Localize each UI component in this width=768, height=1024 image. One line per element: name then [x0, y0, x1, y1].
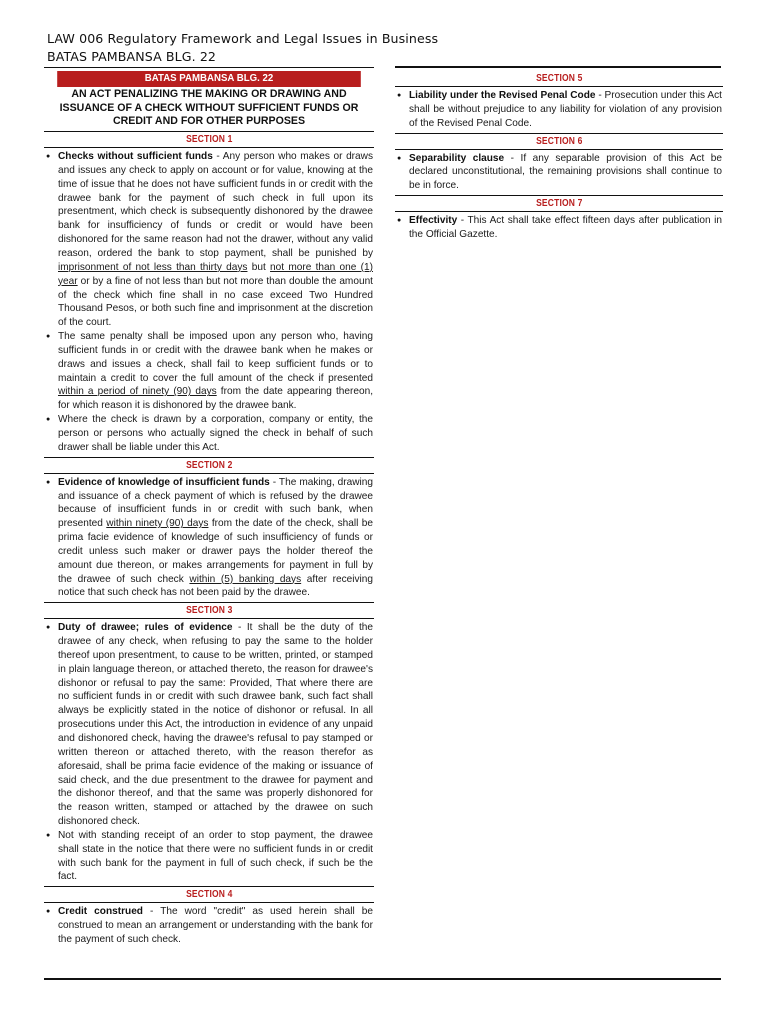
bottom-rule [44, 978, 721, 980]
list-item: ● Evidence of knowledge of insufficient funds - The making, drawing and issuance of a check payment of which is refused by the drawee because of insufficient funds in or credit with such bank, when presented within ninety (90) days from the date of the check, shall be prima facie evidence of knowledge of such insufficiency of funds or credit unless such maker or drawer pays the holder thereof the amount due thereon, or makes arrangements for payment in full by the drawee of such check within (5) banking days after receiving notice that such check has not been paid by the drawee. [44, 476, 373, 601]
section-2-heading: SECTION 2 [44, 457, 374, 474]
section-6-list [395, 150, 723, 196]
document-header [47, 30, 727, 66]
list-item: ● Effectivity - This Act shall take effect fifteen days after publication in the Official Gazette. [395, 214, 722, 242]
underlined-text: imprisonment of not less than thirty days [58, 261, 248, 273]
list-item: ● Checks without sufficient funds - Any person who makes or draws and issues any check to apply on account or for value, knowing at the time of issue that he does not have sufficient funds in or credit with the drawee bank for the payment of such check in full upon its presentment, which check is subsequently dishonored by the drawee bank for insufficiency of funds or credit or would have been dishonored for the same reason had not the drawer, without any valid reason, ordered the bank to stop payment, shall be punished by imprisonment of not less than thirty days but not more than one (1) year or by a fine of not less than but not more than double the amount of the check which fine shall in no case exceed Two Hundred Thousand Pesos, or both such fine and imprisonment at the discretion of the court. [44, 150, 373, 330]
underlined-text: not more than one (1) year [58, 261, 373, 287]
list-item: ● Not with standing receipt of an order to stop payment, the drawee shall state in the notice that there were no sufficient funds in or credit with such bank for the payment in full of such check, if such be the fact. [44, 829, 373, 884]
list-item: ● Where the check is drawn by a corporation, company or entity, the person or persons who actually signed the check in behalf of such drawer shall be liable under this Act. [44, 413, 373, 455]
section-5-list [395, 87, 723, 133]
term: Separability clause [409, 152, 505, 164]
section-3-list [44, 619, 374, 886]
section-4-heading: SECTION 4 [44, 886, 374, 903]
term: Effectivity [409, 215, 458, 227]
law-banner: BATAS PAMBANSA BLG. 22 [57, 71, 361, 87]
section-7-list [395, 212, 723, 244]
left-column [44, 71, 374, 949]
list-item: ● Duty of drawee; rules of evidence - It shall be the duty of the drawee of any check, when refusing to pay the same to the holder thereof upon presentment, to cause to be written, printed, or stamped in plain language thereon, or attached thereto, the reason for drawee's dishonor or refusal to pay the same: Provided, That where there are no sufficient funds in or credit with such drawee bank, such fact shall always be explicitly stated in the notice of dishonor or refusal. In all prosecutions under this Act, the introduction in evidence of any unpaid and dishonored check, having the drawee's refusal to pay stamped or written thereon or attached thereto, with the reason therefor as aforesaid, shall be prima facie evidence of the making or issuance of said check, and the due presentment to the drawee for payment and the dishonor thereof, and that the same was properly dishonored for the reason written, stamped or attached by the drawee on such dishonored check. [44, 621, 373, 829]
top-rule-right [395, 66, 721, 68]
term: Credit construed [58, 906, 143, 918]
section-1-list [44, 148, 374, 457]
list-item: ● Credit construed - The word "credit" as used herein shall be construed to mean an arrangement or understanding with the bank for the payment of such check. [44, 905, 373, 947]
top-rule-left [44, 67, 374, 68]
course-title: LAW 006 Regulatory Framework and Legal Issues in Business [47, 31, 439, 46]
section-5-heading: SECTION 5 [395, 71, 723, 87]
act-title: AN ACT PENALIZING THE MAKING OR DRAWING AND ISSUANCE OF A CHECK WITHOUT SUFFICIENT FUNDS OR CREDIT AND FOR OTHER PURPOSES [59, 88, 359, 128]
topic-title: BATAS PAMBANSA BLG. 22 [47, 49, 217, 64]
section-6-heading: SECTION 6 [395, 133, 723, 150]
term: Liability under the Revised Penal Code [409, 90, 596, 101]
section-2-list [44, 474, 374, 603]
section-1-heading: SECTION 1 [44, 131, 374, 148]
underlined-text: within (5) banking days [189, 573, 302, 585]
underlined-text: within a period of ninety (90) days [58, 386, 217, 398]
section-7-heading: SECTION 7 [395, 195, 723, 212]
list-item: ● Separability clause - If any separable provision of this Act be declared unconstitutional, the remaining provisions shall continue to be in force. [395, 152, 722, 194]
list-item: ● The same penalty shall be imposed upon any person who, having sufficient funds in or credit with the drawee bank when he makes or draws and issues a check, shall fail to keep sufficient funds or to maintain a credit to cover the full amount of the check if presented within a period of ninety (90) days from the date appearing thereon, for which reason it is dishonored by the drawee bank. [44, 330, 373, 413]
term: Evidence of knowledge of insufficient funds [58, 476, 270, 488]
list-item: ● Liability under the Revised Penal Code - Prosecution under this Act shall be without prejudice to any liability for violation of any provision of the Revised Penal Code. [395, 89, 722, 131]
term: Checks without sufficient funds [58, 151, 213, 163]
term: Duty of drawee; rules of evidence [58, 622, 233, 634]
section-4-list [44, 903, 374, 949]
underlined-text: within ninety (90) days [106, 518, 209, 530]
section-3-heading: SECTION 3 [44, 602, 374, 619]
right-column [395, 71, 723, 244]
